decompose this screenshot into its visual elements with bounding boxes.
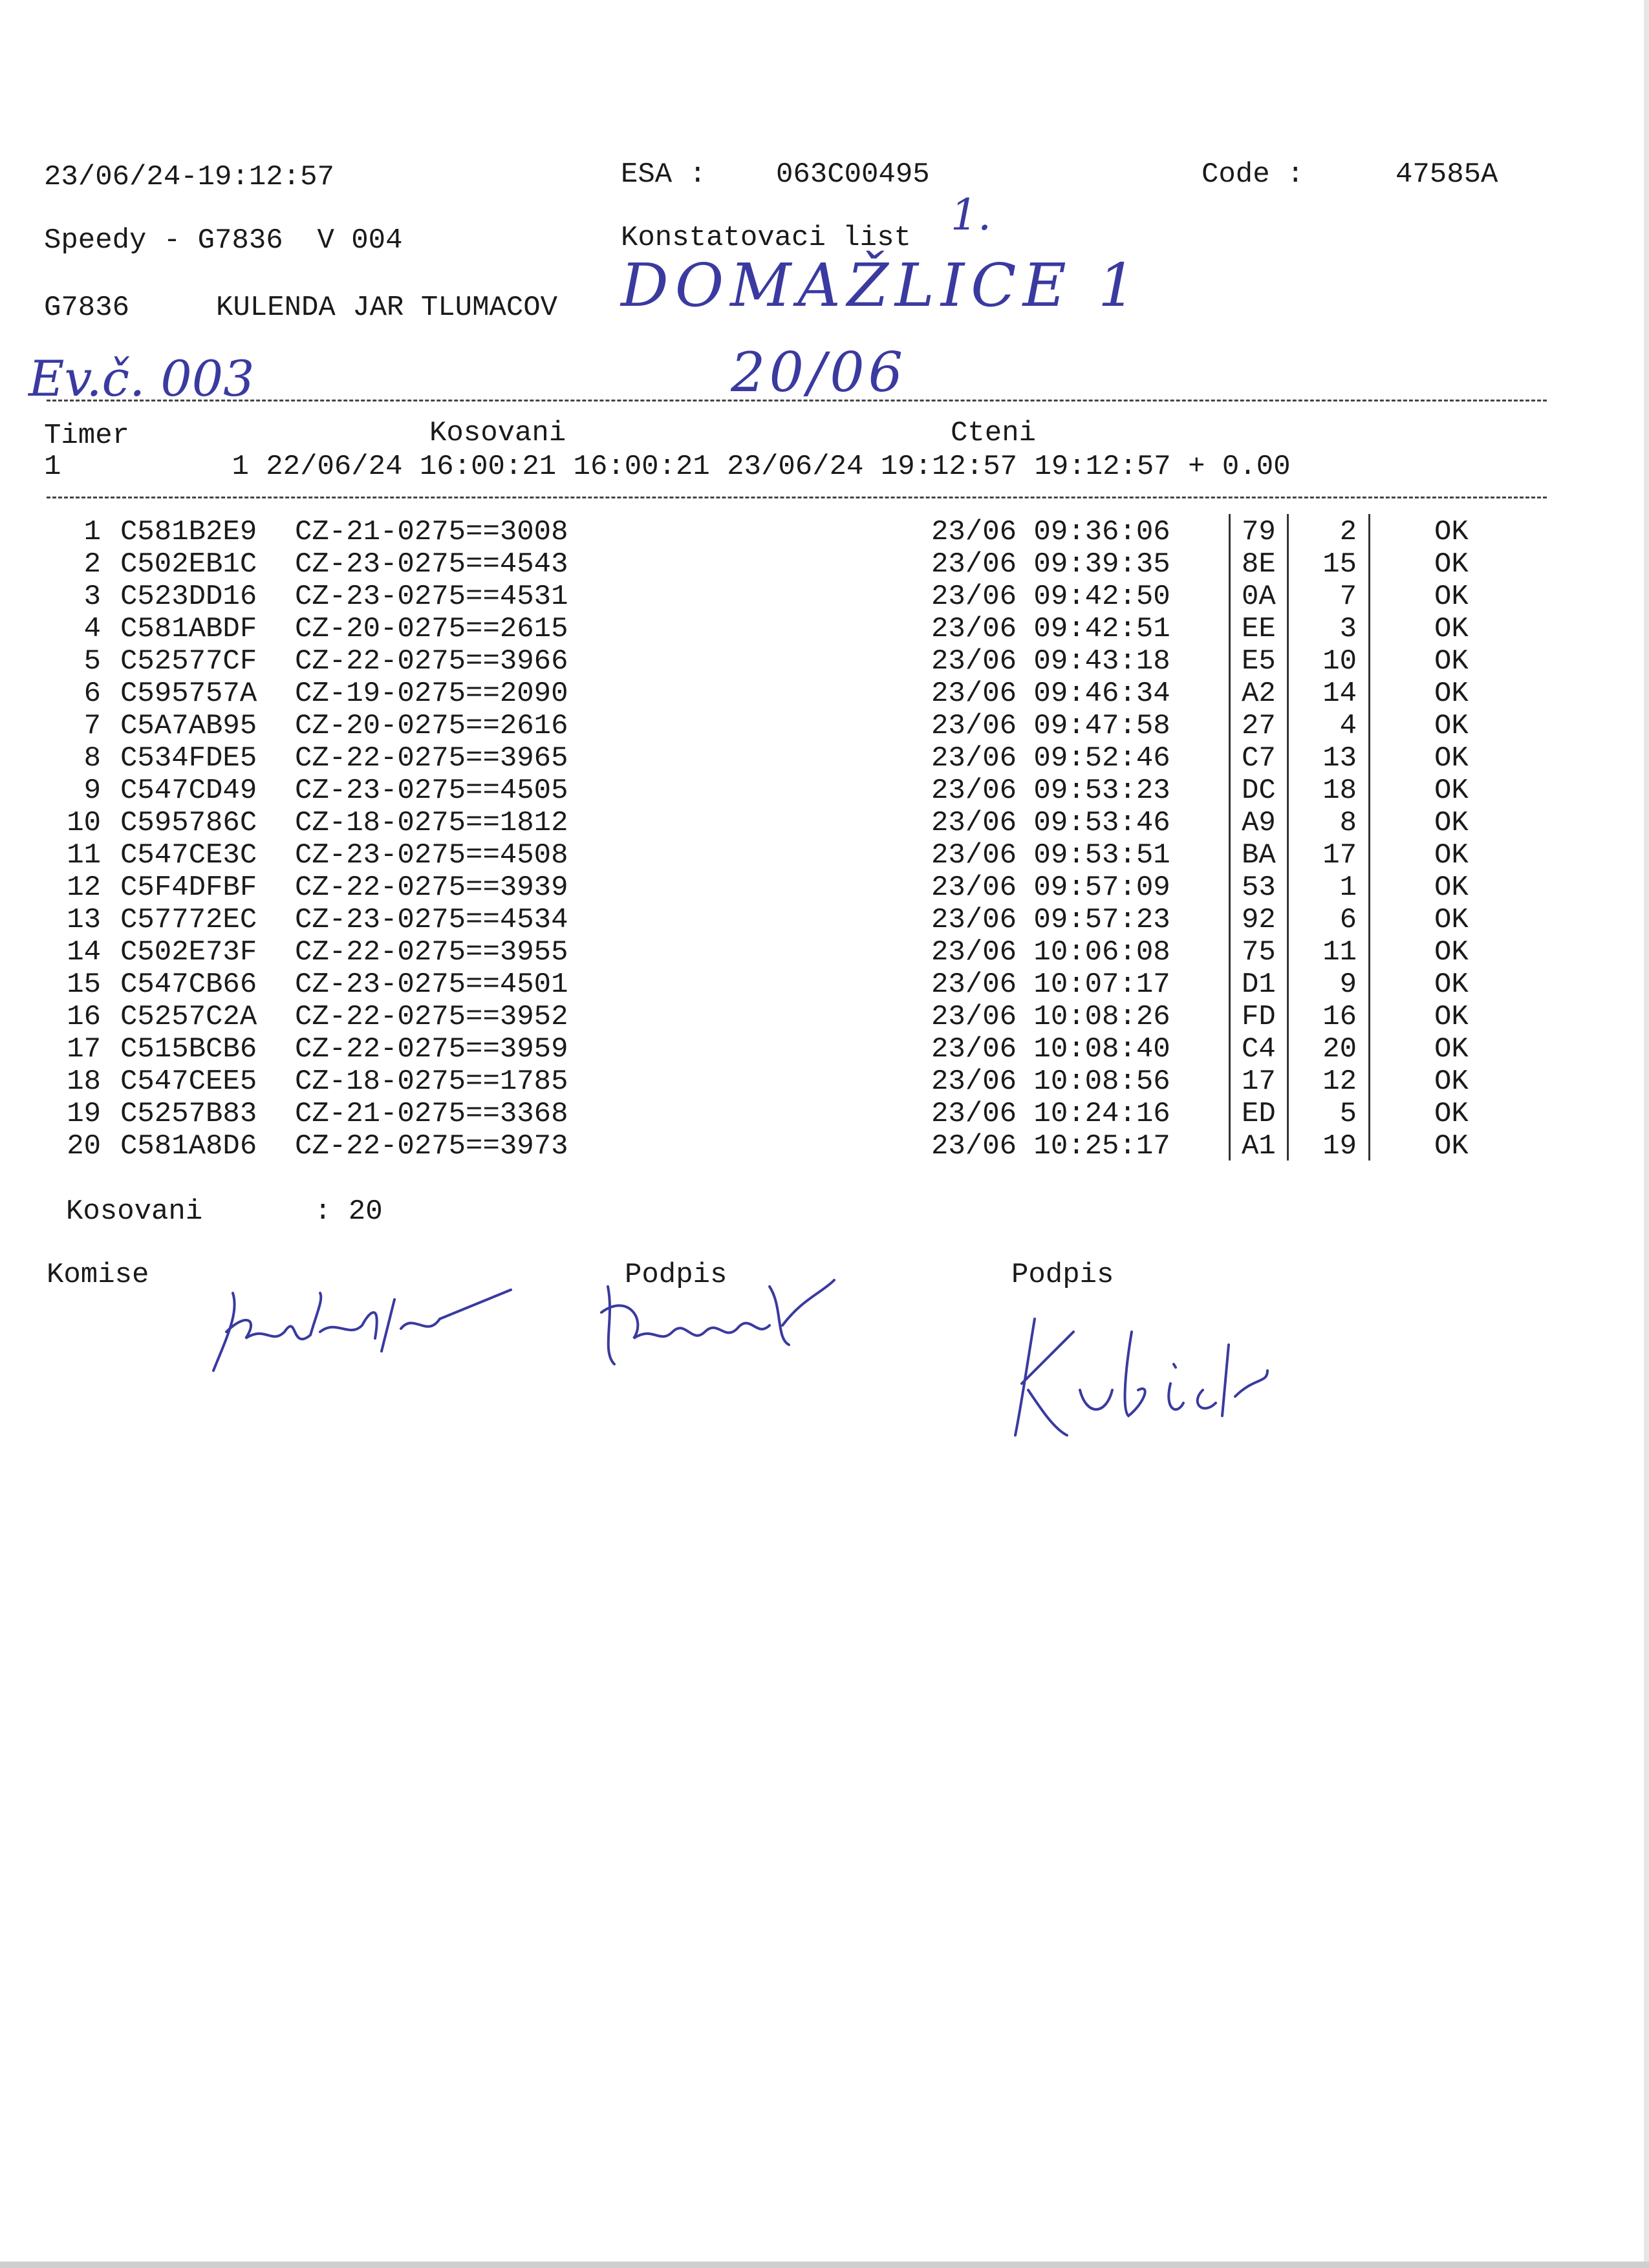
row-number: 14 [67,936,101,968]
hex-code: ED [1242,1098,1276,1130]
device-info: Speedy - G7836 V 004 [44,224,403,257]
arrival-time: 23/06 09:43:18 [931,645,1170,678]
status-text: OK [1434,936,1469,968]
podpis-label-1: Podpis [625,1259,727,1291]
table-row [0,775,1649,807]
status-text: OK [1434,742,1469,775]
order-number: 11 [1322,936,1357,968]
order-number: 6 [1339,904,1357,936]
status-text: OK [1434,710,1469,742]
table-row [0,613,1649,645]
arrival-time: 23/06 09:53:46 [931,807,1170,839]
table-row [0,581,1649,613]
chip-id: C5F4DFBF [120,872,257,904]
row-number: 4 [83,613,101,645]
column-separator-2 [1287,514,1289,1161]
top-divider [47,400,1547,401]
chip-id: C502EB1C [120,548,257,581]
table-row [0,807,1649,839]
arrival-time: 23/06 09:53:23 [931,775,1170,807]
chip-id: C52577CF [120,645,257,678]
status-text: OK [1434,548,1469,581]
hex-code: 79 [1242,516,1276,548]
table-row [0,678,1649,710]
arrival-time: 23/06 09:42:51 [931,613,1170,645]
table-row [0,1033,1649,1065]
table-row [0,548,1649,581]
status-text: OK [1434,872,1469,904]
chip-id: C581B2E9 [120,516,257,548]
row-number: 19 [67,1098,101,1130]
ring-number: CZ-23-0275==4508 [295,839,568,872]
hex-code: 92 [1242,904,1276,936]
table-row [0,742,1649,775]
chip-id: C581A8D6 [120,1130,257,1162]
arrival-time: 23/06 10:24:16 [931,1098,1170,1130]
column-separator-1 [1229,514,1231,1161]
row-number: 9 [83,775,101,807]
row-number: 2 [83,548,101,581]
ring-number: CZ-22-0275==3966 [295,645,568,678]
table-row [0,645,1649,678]
order-number: 4 [1339,710,1357,742]
ring-number: CZ-23-0275==4505 [295,775,568,807]
scan-edge-bottom [0,2262,1649,2268]
status-text: OK [1434,839,1469,872]
club-name: KULENDA JAR TLUMACOV [216,292,558,324]
ring-number: CZ-22-0275==3952 [295,1001,568,1033]
row-number: 15 [67,968,101,1001]
order-number: 5 [1339,1098,1357,1130]
row-number: 20 [67,1130,101,1162]
ring-number: CZ-21-0275==3008 [295,516,568,548]
header-datetime: 23/06/24-19:12:57 [44,161,334,193]
podpis-label-2: Podpis [1011,1259,1114,1291]
order-number: 14 [1322,678,1357,710]
signature-podpis-2 [996,1306,1306,1448]
table-row [0,1098,1649,1130]
chip-id: C57772EC [120,904,257,936]
code-label: Code : [1202,158,1304,191]
hex-code: C4 [1242,1033,1276,1065]
chip-id: C595757A [120,678,257,710]
ring-number: CZ-20-0275==2616 [295,710,568,742]
hex-code: C7 [1242,742,1276,775]
hex-code: EE [1242,613,1276,645]
summary-value: : 20 [314,1195,383,1228]
esa-label: ESA : [621,158,707,191]
order-number: 9 [1339,968,1357,1001]
hex-code: 17 [1242,1065,1276,1098]
ring-number: CZ-22-0275==3965 [295,742,568,775]
sheet-label: Konstatovaci list [621,222,911,254]
club-id: G7836 [44,292,130,324]
ring-number: CZ-22-0275==3973 [295,1130,568,1162]
row-number: 18 [67,1065,101,1098]
status-text: OK [1434,516,1469,548]
chip-id: C502E73F [120,936,257,968]
arrival-time: 23/06 10:08:56 [931,1065,1170,1098]
chip-id: C534FDE5 [120,742,257,775]
chip-id: C5257C2A [120,1001,257,1033]
status-text: OK [1434,1130,1469,1162]
ring-number: CZ-23-0275==4534 [295,904,568,936]
hex-code: A9 [1242,807,1276,839]
arrival-time: 23/06 10:08:40 [931,1033,1170,1065]
row-number: 8 [83,742,101,775]
table-row [0,1001,1649,1033]
order-number: 10 [1322,645,1357,678]
table-row [0,516,1649,548]
status-text: OK [1434,678,1469,710]
kosovani-label: Kosovani [429,417,566,449]
ring-number: CZ-19-0275==2090 [295,678,568,710]
hex-code: BA [1242,839,1276,872]
komise-label: Komise [47,1259,149,1291]
hex-code: 75 [1242,936,1276,968]
table-row [0,936,1649,968]
status-text: OK [1434,775,1469,807]
arrival-time: 23/06 10:08:26 [931,1001,1170,1033]
order-number: 8 [1339,807,1357,839]
row-number: 16 [67,1001,101,1033]
order-number: 15 [1322,548,1357,581]
row-number: 3 [83,581,101,613]
column-separator-3 [1368,514,1370,1161]
arrival-time: 23/06 09:42:50 [931,581,1170,613]
order-number: 19 [1322,1130,1357,1162]
status-text: OK [1434,807,1469,839]
hex-code: E5 [1242,645,1276,678]
hex-code: A2 [1242,678,1276,710]
hex-code: 0A [1242,581,1276,613]
order-number: 7 [1339,581,1357,613]
table-row [0,710,1649,742]
ring-number: CZ-21-0275==3368 [295,1098,568,1130]
hex-code: FD [1242,1001,1276,1033]
signature-komise [188,1274,524,1384]
handwritten-sheet-number: 1. [951,190,991,240]
status-text: OK [1434,968,1469,1001]
table-row [0,839,1649,872]
handwritten-place: DOMAŽLICE 1 [621,251,1143,320]
order-number: 18 [1322,775,1357,807]
ring-number: CZ-20-0275==2615 [295,613,568,645]
status-text: OK [1434,1065,1469,1098]
row-number: 5 [83,645,101,678]
order-number: 3 [1339,613,1357,645]
order-number: 12 [1322,1065,1357,1098]
status-text: OK [1434,645,1469,678]
chip-id: C5257B83 [120,1098,257,1130]
chip-id: C547CB66 [120,968,257,1001]
chip-id: C581ABDF [120,613,257,645]
order-number: 17 [1322,839,1357,872]
ring-number: CZ-18-0275==1812 [295,807,568,839]
table-divider [47,497,1547,498]
row-number: 10 [67,807,101,839]
chip-id: C547CD49 [120,775,257,807]
ring-number: CZ-22-0275==3939 [295,872,568,904]
code-value: 47585A [1396,158,1498,191]
row-number: 7 [83,710,101,742]
ring-number: CZ-22-0275==3955 [295,936,568,968]
order-number: 2 [1339,516,1357,548]
table-row [0,1130,1649,1162]
order-number: 20 [1322,1033,1357,1065]
ring-number: CZ-23-0275==4543 [295,548,568,581]
handwritten-evidence: Ev.č. 003 [28,350,255,407]
arrival-time: 23/06 10:07:17 [931,968,1170,1001]
order-number: 16 [1322,1001,1357,1033]
order-number: 1 [1339,872,1357,904]
status-text: OK [1434,904,1469,936]
status-text: OK [1434,1033,1469,1065]
arrival-time: 23/06 10:06:08 [931,936,1170,968]
handwritten-date: 20/06 [731,341,907,404]
arrival-time: 23/06 09:53:51 [931,839,1170,872]
table-row [0,1065,1649,1098]
chip-id: C5A7AB95 [120,710,257,742]
signature-podpis-1 [588,1267,860,1377]
summary-label: Kosovani [66,1195,203,1228]
hex-code: DC [1242,775,1276,807]
table-row [0,872,1649,904]
ring-number: CZ-23-0275==4531 [295,581,568,613]
order-number: 13 [1322,742,1357,775]
hex-code: A1 [1242,1130,1276,1162]
row-number: 1 [83,516,101,548]
status-text: OK [1434,613,1469,645]
row-number: 6 [83,678,101,710]
ring-number: CZ-23-0275==4501 [295,968,568,1001]
arrival-time: 23/06 09:57:23 [931,904,1170,936]
row-number: 13 [67,904,101,936]
arrival-time: 23/06 10:25:17 [931,1130,1170,1162]
arrival-time: 23/06 09:47:58 [931,710,1170,742]
arrival-time: 23/06 09:57:09 [931,872,1170,904]
status-text: OK [1434,1098,1469,1130]
chip-id: C515BCB6 [120,1033,257,1065]
timer-label: Timer [44,420,130,452]
ring-number: CZ-22-0275==3959 [295,1033,568,1065]
esa-value: 063C00495 [776,158,930,191]
hex-code: 8E [1242,548,1276,581]
row-number: 11 [67,839,101,872]
table-row [0,968,1649,1001]
row-number: 12 [67,872,101,904]
table-row [0,904,1649,936]
chip-id: C595786C [120,807,257,839]
chip-id: C547CE3C [120,839,257,872]
timer-line: 1 1 22/06/24 16:00:21 16:00:21 23/06/24 19:12:57 19:12:57 + 0.00 [44,451,1291,483]
status-text: OK [1434,581,1469,613]
arrival-time: 23/06 09:52:46 [931,742,1170,775]
ring-number: CZ-18-0275==1785 [295,1065,568,1098]
arrival-time: 23/06 09:39:35 [931,548,1170,581]
arrival-time: 23/06 09:36:06 [931,516,1170,548]
hex-code: 27 [1242,710,1276,742]
arrival-time: 23/06 09:46:34 [931,678,1170,710]
row-number: 17 [67,1033,101,1065]
chip-id: C523DD16 [120,581,257,613]
status-text: OK [1434,1001,1469,1033]
chip-id: C547CEE5 [120,1065,257,1098]
hex-code: 53 [1242,872,1276,904]
cteni-label: Cteni [951,417,1037,449]
hex-code: D1 [1242,968,1276,1001]
